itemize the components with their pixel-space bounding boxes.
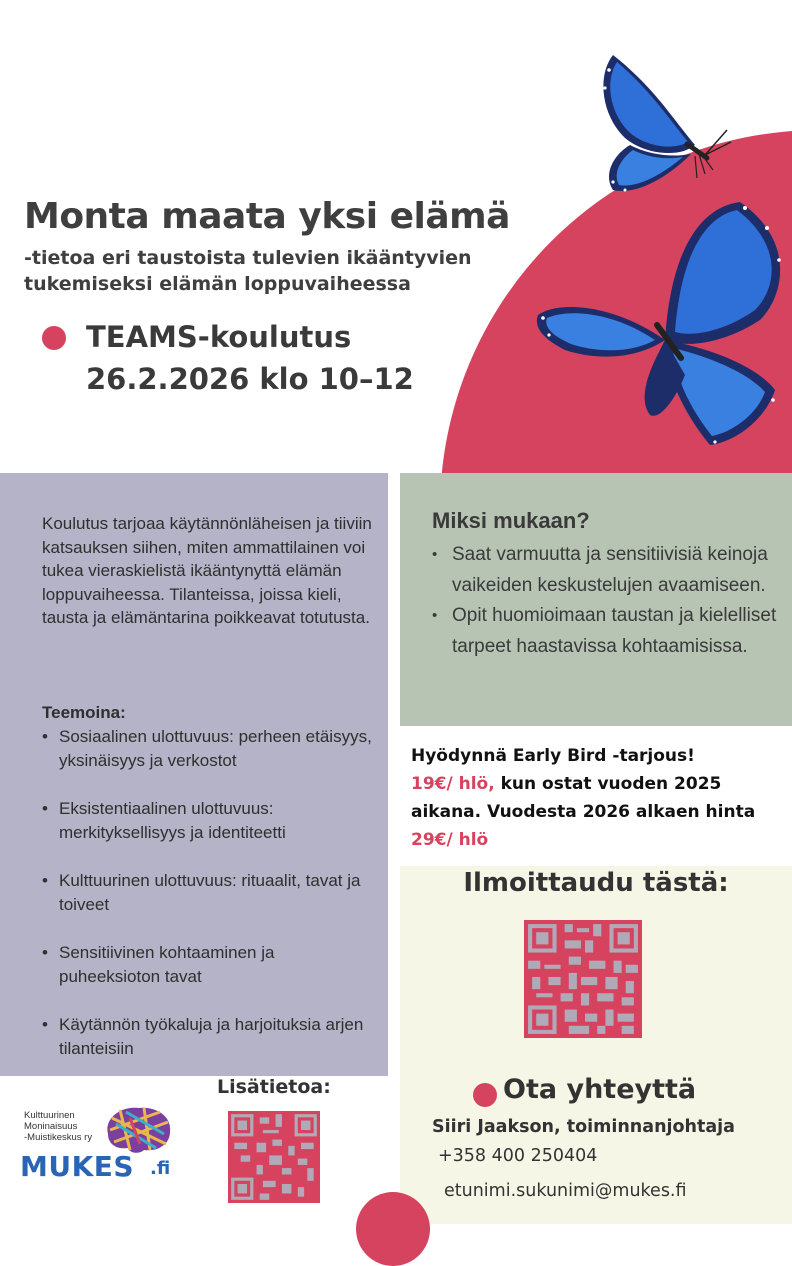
brand-logo: MUKES (20, 1150, 135, 1183)
event-datetime: 26.2.2026 klo 10–12 (86, 362, 414, 396)
themes-heading: Teemoina: (42, 703, 126, 722)
why-heading: Miksi mukaan? (432, 508, 590, 533)
butterfly-icon (595, 50, 735, 195)
offer-text: kun ostat vuoden 2025 aikana. Vuodesta 2026 alkaen hinta (411, 774, 756, 822)
list-item: • Eksistentiaalinen ulottuvuus: merkityksellisyys ja identiteetti (42, 797, 377, 869)
offer-headline: Hyödynnä Early Bird -tarjous! (411, 746, 695, 766)
pink-circle-decoration (356, 1192, 430, 1266)
brain-logo-icon (100, 1104, 175, 1156)
qr-code-icon[interactable] (524, 920, 642, 1038)
why-list (432, 540, 777, 662)
registration-heading: Ilmoittaudu tästä: (463, 868, 729, 898)
info-heading: Lisätietoa: (217, 1076, 331, 1098)
list-item: • Opit huomioimaan taustan ja kielelliset tarpeet haastavissa kohtaamisissa. (432, 601, 777, 662)
contact-phone[interactable]: +358 400 250404 (438, 1146, 598, 1166)
org-line: Kulttuurinen (24, 1110, 75, 1121)
subtitle-line: tukemiseksi elämän loppuvaiheessa (24, 273, 411, 295)
list-item: • Kulttuurinen ulottuvuus: rituaalit, tavat ja toiveet (42, 869, 377, 941)
contact-heading: Ota yhteyttä (503, 1074, 697, 1105)
intro-text: Koulutus tarjoaa käytännönläheisen ja tiiviin katsauksen siihen, miten ammattilainen voi tukea vieraskielistä ikääntynyttä elämän loppuvaiheessa. Tilanteissa, joissa kieli, tausta ja elämäntarina poikkeavat totutusta. (42, 514, 372, 628)
early-bird-offer (411, 742, 781, 854)
contact-email[interactable]: etunimi.sukunimi@mukes.fi (444, 1181, 687, 1201)
contact-name: Siiri Jaakson, toiminnanjohtaja (432, 1117, 735, 1137)
qr-code-icon[interactable] (228, 1111, 320, 1203)
themes-list (42, 725, 377, 1085)
pink-dot-bullet (473, 1083, 497, 1107)
org-line: -Muistikeskus ry (24, 1132, 93, 1143)
late-price: 29€/ hlö (411, 830, 489, 850)
org-name (24, 1110, 92, 1143)
page-subtitle (24, 245, 472, 297)
butterfly-icon (535, 200, 790, 450)
page-title: Monta maata yksi elämä (24, 196, 510, 237)
list-item: • Käytännön työkaluja ja harjoituksia arjen tilanteisiin (42, 1013, 377, 1085)
subtitle-line: -tietoa eri taustoista tulevien ikääntyvien (24, 247, 472, 269)
list-item: • Saat varmuutta ja sensitiivisiä keinoja vaikeiden keskustelujen avaamiseen. (432, 540, 777, 601)
list-item: • Sosiaalinen ulottuvuus: perheen etäisyys, yksinäisyys ja verkostot (42, 725, 377, 797)
early-price: 19€/ hlö, (411, 774, 495, 794)
offer-body (411, 770, 781, 854)
brand-domain: .fi (150, 1158, 171, 1179)
org-line: Moninaisuus (24, 1121, 78, 1132)
event-details (86, 316, 414, 400)
event-format: TEAMS-koulutus (86, 320, 352, 354)
list-item: • Sensitiivinen kohtaaminen ja puheeksioton tavat (42, 941, 377, 1013)
pink-dot-bullet (42, 326, 66, 350)
